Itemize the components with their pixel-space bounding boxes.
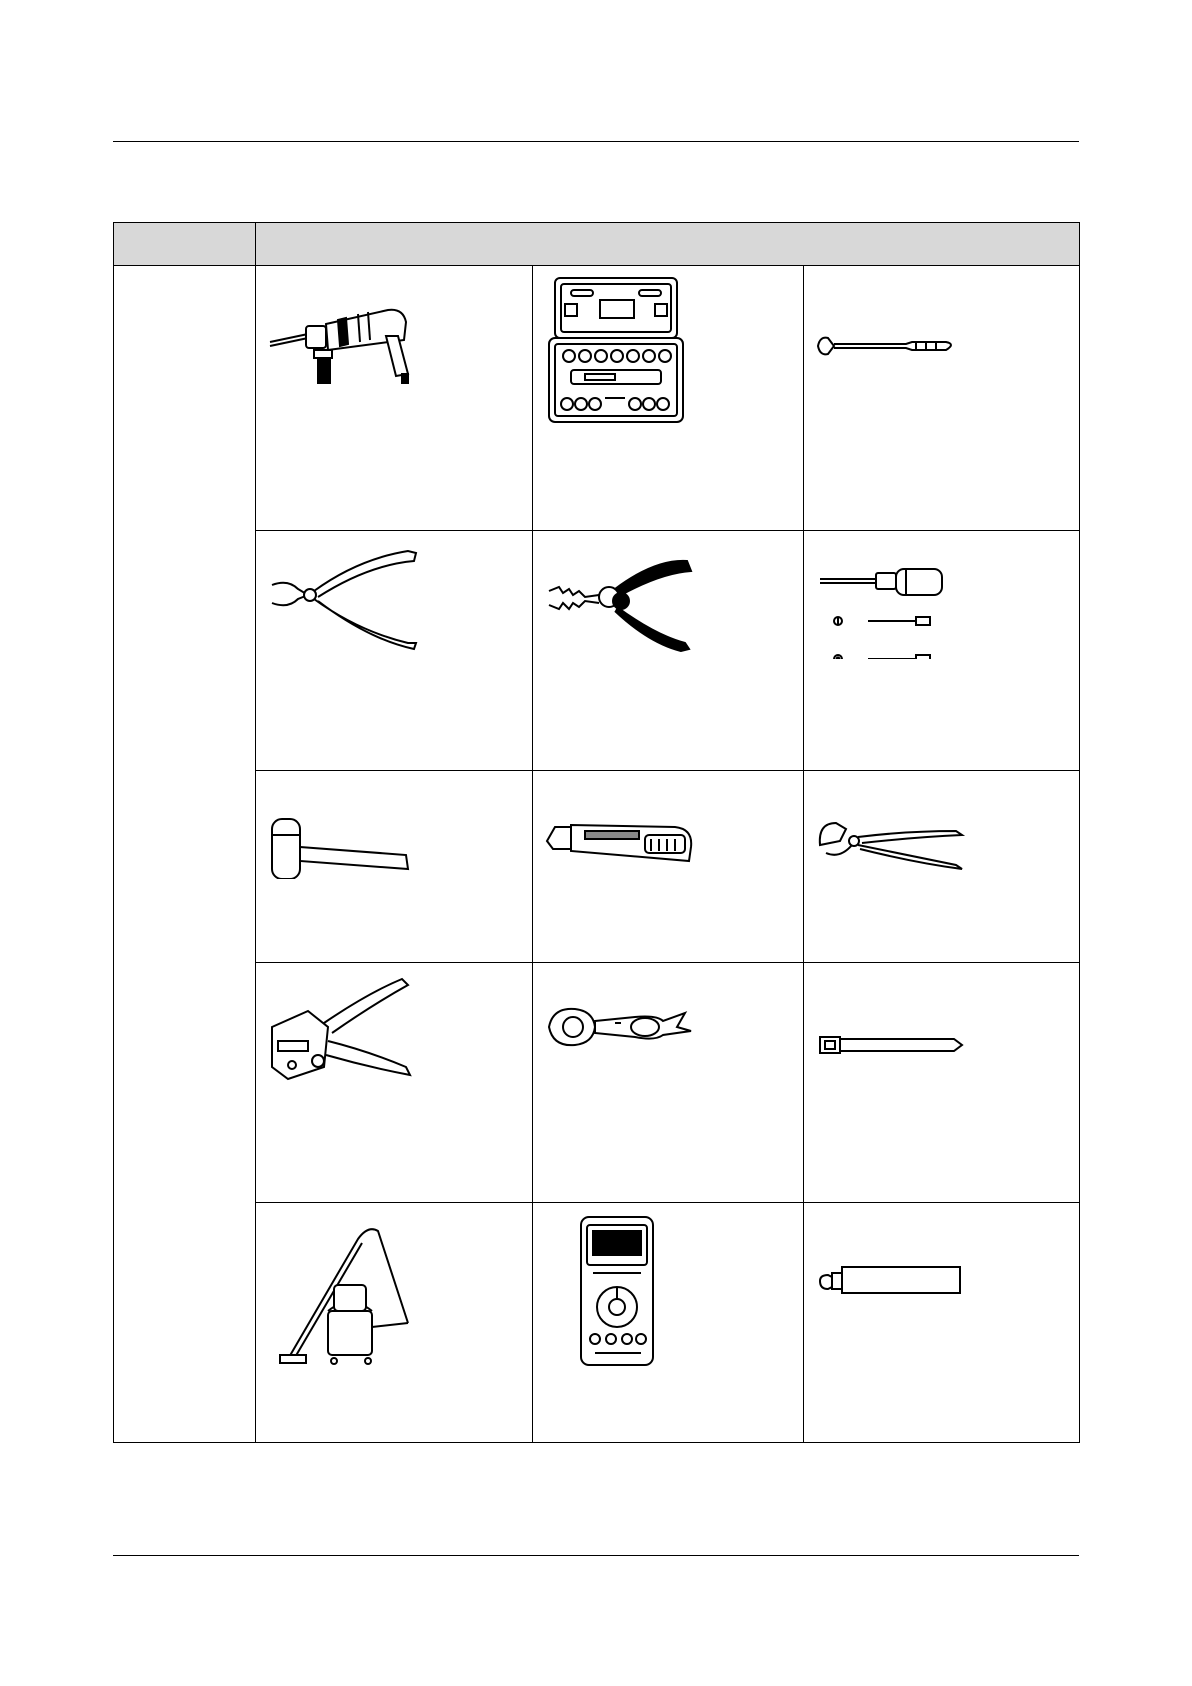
- torque-wrench-icon: [816, 274, 976, 374]
- tool-cell: [256, 963, 533, 1203]
- tool-cell: [804, 771, 1080, 963]
- tool-cell: [533, 771, 804, 963]
- rubber-mallet-icon: [268, 779, 428, 879]
- table-row: [114, 771, 1080, 963]
- connector-wrench-icon: [545, 971, 705, 1091]
- wire-stripper-icon: [545, 539, 705, 659]
- tools-header: [256, 223, 1080, 266]
- crimping-tool-icon: [268, 971, 428, 1091]
- tool-cell: [533, 266, 804, 531]
- table-header-row: [114, 223, 1080, 266]
- torque-screwdriver-icon: [816, 539, 976, 659]
- tool-cell: [804, 266, 1080, 531]
- table-row: [114, 1203, 1080, 1443]
- table-row: [114, 963, 1080, 1203]
- hammer-drill-icon: [268, 274, 418, 384]
- multimeter-icon: [545, 1211, 705, 1371]
- footer-rule: [113, 1555, 1079, 1556]
- cable-cutter-icon: [816, 779, 976, 879]
- marker-icon: [816, 1211, 976, 1311]
- socket-set-icon: [545, 274, 685, 424]
- diagonal-pliers-icon: [268, 539, 428, 659]
- tool-cell: [533, 963, 804, 1203]
- cable-tie-icon: [816, 971, 976, 1071]
- tools-table: [113, 222, 1080, 1443]
- table-row: [114, 531, 1080, 771]
- tool-cell: [256, 266, 533, 531]
- table-row: [114, 266, 1080, 531]
- tool-cell: [804, 963, 1080, 1203]
- type-header: [114, 223, 256, 266]
- tool-cell: [256, 1203, 533, 1443]
- tool-cell: [804, 531, 1080, 771]
- tool-cell: [533, 531, 804, 771]
- tool-cell: [256, 531, 533, 771]
- category-cell: [114, 266, 256, 1443]
- tool-cell: [804, 1203, 1080, 1443]
- vacuum-cleaner-icon: [268, 1211, 428, 1371]
- tool-cell: [256, 771, 533, 963]
- tool-cell: [533, 1203, 804, 1443]
- utility-knife-icon: [545, 779, 705, 879]
- header-rule: [113, 141, 1079, 142]
